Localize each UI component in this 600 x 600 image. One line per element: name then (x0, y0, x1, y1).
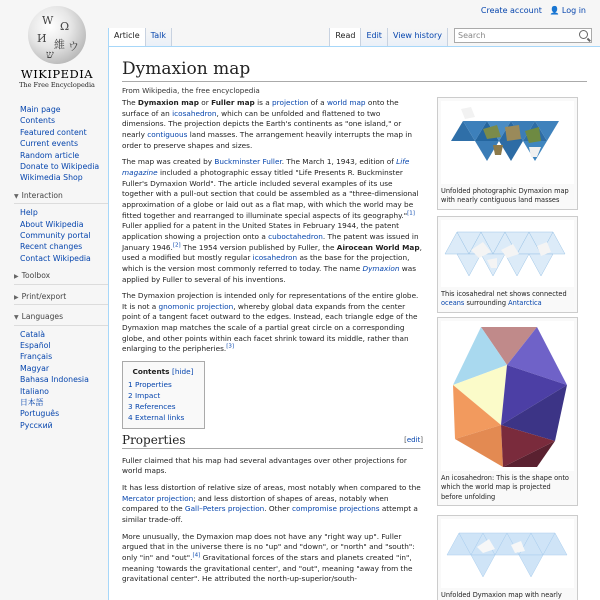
link-gnomonic-projection[interactable]: gnomonic projection (158, 301, 234, 311)
text: onto the surface of an (122, 98, 399, 118)
sidebar-language-link[interactable]: Português (20, 409, 60, 419)
page-subtitle: From Wikipedia, the free encyclopedia (122, 86, 260, 95)
text: or (198, 98, 212, 107)
sidebar-language-link[interactable]: Français (20, 352, 53, 362)
sidebar-toolbox (14, 270, 110, 284)
logo-tagline: The Free Encyclopedia (19, 81, 95, 89)
paragraph-intro (122, 98, 423, 151)
text: The (122, 98, 138, 107)
paragraph-properties-intro: Fuller claimed that his map had several advantages over other projections for world maps. (122, 455, 407, 476)
sidebar-nav-link[interactable]: Wikimedia Shop (20, 173, 83, 183)
tab-article[interactable]: Article (108, 28, 145, 46)
thumb-unfolded-dymaxion (437, 515, 578, 600)
sidebar-language-link[interactable]: Bahasa Indonesia (20, 375, 89, 385)
sidebar-language-link[interactable]: Español (20, 340, 51, 350)
sidebar-nav-item (20, 161, 110, 172)
text: , used a modified but mostly regular (122, 242, 422, 263)
expand-triangle-icon: ▶ (14, 293, 19, 301)
sidebar-nav-link[interactable]: Main page (20, 105, 61, 114)
thumb-icosahedron (437, 317, 578, 506)
link-life-magazine[interactable]: Life magazine (122, 157, 410, 177)
sidebar-nav-item (20, 104, 110, 115)
logo-wordmark: WIKIPEDIA (20, 67, 94, 81)
text: . The March 1, 1943, edition of (281, 157, 397, 167)
toc-hide-link[interactable]: [hide] (172, 367, 194, 377)
toc-link[interactable]: 3 References (128, 402, 176, 412)
text: attempt a similar trade-off. (122, 504, 418, 525)
dymaxion-photo-map-image[interactable] (441, 101, 574, 184)
login-link[interactable]: Log in (561, 6, 586, 15)
reference-link[interactable]: [3] (226, 344, 234, 351)
sidebar-interaction (14, 190, 110, 264)
paragraph-distortion (122, 483, 423, 526)
sidebar-language-item (20, 374, 110, 385)
expand-triangle-icon: ▶ (14, 273, 19, 281)
sidebar-heading-label: Print/export (21, 291, 67, 301)
paragraph-projection (122, 291, 423, 355)
toc-link[interactable]: 1 Properties (128, 380, 172, 390)
text: , whereby global data expands from the center point of a tangent facet outward to the edges. Instead, each triangle edge of the Dymaxion map matches the scale of a partial great circle on a corresponding globe, and other points within each facet shrink toward its middle, rather than enlarging to the peripheries. (122, 301, 418, 354)
thumb-caption: Unfolded photographic Dymaxion map with nearly contiguous land masses (441, 187, 569, 205)
sidebar-language-link[interactable]: 日本語 (20, 397, 44, 407)
text: of a (308, 98, 327, 107)
icosahedral-net-image[interactable] (441, 220, 574, 287)
tab-view-history[interactable]: View history (387, 28, 448, 46)
table-of-contents (122, 361, 205, 429)
toc-item[interactable] (128, 390, 198, 401)
link-projection[interactable]: projection (272, 98, 309, 107)
paragraph-history (122, 157, 423, 285)
link-icosahedron[interactable]: icosahedron (252, 253, 298, 263)
link-mercator-projection[interactable]: Mercator projection (122, 493, 194, 503)
sidebar-heading-label: Toolbox (21, 271, 51, 281)
search-input[interactable] (454, 28, 592, 43)
personal-tools (481, 6, 586, 15)
sidebar-nav-item (20, 127, 110, 138)
text: was applied by Fuller to several of his inventions. (122, 263, 417, 284)
link-buckminster-fuller[interactable]: Buckminster Fuller (214, 157, 282, 167)
create-account-link[interactable]: Create account (480, 6, 542, 15)
link-compromise-projections[interactable]: compromise projections (291, 504, 380, 514)
sidebar-interaction-link[interactable]: Contact Wikipedia (20, 253, 91, 263)
sidebar-language-link[interactable]: Català (20, 329, 46, 339)
text: included a photographic essay titled "Life Presents R. Buckminster Fuller's Dymaxion World". The article included several examples of its use together with a pull-out section that could be assembled as a "three-dimensional approximation of a globe or laid out as a flat map, with which the world may be fitted together and rearranged to illuminate special aspects of its geography." (122, 167, 419, 220)
sidebar-print (14, 291, 110, 305)
toc-item[interactable] (128, 412, 198, 423)
sidebar-nav-link[interactable]: Featured content (20, 127, 87, 137)
link-cuboctahedron[interactable]: cuboctahedron (268, 231, 323, 241)
text: . Other (264, 504, 292, 514)
text: Fuller applied for a patent in the United States in February 1944, the patent application showing a projection onto a (122, 221, 399, 241)
link-world-map[interactable]: world map (326, 98, 366, 107)
login-group (550, 6, 586, 15)
sidebar-language-item (20, 340, 110, 351)
sidebar-interaction-item (20, 253, 110, 264)
sidebar-heading-toolbox[interactable] (14, 270, 110, 284)
tab-read[interactable]: Read (329, 28, 360, 46)
text: Gravitational forces of the stars and planets created "in", meaning 'towards the gravitational center', and "out", meaning "away from the gravitational center". He attributed the north-up-superior/south- (122, 553, 413, 584)
link-antarctica[interactable]: Antarctica (508, 299, 542, 308)
text: The map was created by (122, 157, 215, 167)
user-lock-icon: 👤 (549, 6, 560, 15)
article-content (108, 46, 600, 600)
sidebar-languages (14, 311, 110, 431)
thumb-photographic-map (437, 97, 578, 210)
collapse-triangle-icon: ▼ (14, 314, 19, 322)
text: . The patent was issued in January 1946. (122, 231, 419, 252)
reference-link[interactable]: [2] (172, 242, 181, 249)
search-icon[interactable] (579, 30, 588, 39)
link-oceans[interactable]: oceans (441, 299, 465, 308)
text: More unusually, the Dymaxion map does not have any "right way up". Fuller argued that in the universe there is no "up" and "down", or "north" and "south": only "in" and "out". (122, 531, 415, 562)
text: ; and less distortion of shapes of areas, notably when compared to the (122, 493, 389, 514)
reference-link[interactable]: [4] (192, 552, 201, 559)
sidebar-nav-item (20, 115, 110, 126)
sidebar-interaction-item (20, 219, 110, 230)
section-title: Properties (122, 433, 186, 448)
toc-link[interactable]: 4 External links (128, 413, 185, 423)
text: surrounding (464, 299, 509, 308)
paragraph-orientation (122, 532, 423, 585)
tab-edit[interactable]: Edit (360, 28, 387, 46)
sidebar-nav-link[interactable]: Donate to Wikipedia (20, 162, 100, 172)
sidebar-language-link[interactable]: Русский (20, 420, 53, 430)
sidebar (14, 104, 110, 437)
tab-talk[interactable]: Talk (145, 28, 172, 46)
toc-heading: Contents (132, 367, 170, 377)
text: This icosahedral net shows connected (441, 290, 567, 298)
view-tabs (329, 28, 592, 46)
bold-term: Fuller map (211, 98, 255, 107)
text: , which can be unfolded and flattened to two dimensions. The projection depicts the Earth's continents as "one island," or nearly (122, 108, 402, 139)
sidebar-interaction-link[interactable]: About Wikipedia (20, 219, 84, 229)
sidebar-nav-link[interactable]: Current events (20, 139, 79, 149)
wikipedia-logo[interactable] (14, 6, 100, 89)
namespace-tabs (108, 28, 172, 46)
icosahedron-image[interactable] (441, 321, 574, 471)
sidebar-nav-item (20, 172, 110, 183)
collapse-triangle-icon: ▼ (14, 192, 19, 200)
sidebar-interaction-link[interactable]: Community portal (20, 231, 91, 241)
text: The 1954 version published by Fuller, the (180, 242, 337, 252)
sidebar-language-item (20, 363, 110, 374)
link-contiguous[interactable]: contiguous (147, 129, 188, 139)
thumb-caption (441, 290, 574, 309)
toc-item[interactable] (128, 379, 198, 390)
link-icosahedron[interactable]: icosahedron (172, 108, 217, 118)
link-gall-peters-projection[interactable]: Gall–Peters projection (184, 504, 265, 514)
sidebar-language-item (20, 329, 110, 340)
puzzle-globe-icon: W Ω И 維 ウ ש (28, 6, 86, 64)
page-title: Dymaxion map (122, 59, 587, 82)
link-dymaxion[interactable]: Dymaxion (362, 263, 400, 273)
sidebar-heading-label: Languages (21, 312, 64, 322)
toc-item[interactable] (128, 401, 198, 412)
sidebar-nav-item (20, 138, 110, 149)
toc-title (128, 366, 198, 377)
sidebar-nav-item (20, 150, 110, 161)
sidebar-language-item (20, 351, 110, 362)
text: as the base for the projection, which is the version most commonly referred to today. The name (122, 253, 410, 273)
text: The Dymaxion projection is intended only for representations of the entire globe. It is not a (122, 291, 419, 311)
sidebar-interaction-item (20, 207, 110, 218)
toc-link[interactable]: 2 Impact (128, 391, 161, 401)
sidebar-language-item (20, 420, 110, 431)
sidebar-heading-label: Interaction (21, 190, 63, 200)
text: It has less distortion of relative size of areas, most notably when compared to the (122, 483, 421, 493)
bold-term: Airocean World Map (336, 242, 420, 252)
sidebar-interaction-link[interactable]: Recent changes (20, 242, 83, 252)
section-heading-properties (122, 435, 423, 449)
sidebar-heading-print[interactable] (14, 291, 110, 305)
sidebar-language-link[interactable]: Italiano (20, 386, 49, 396)
sidebar-nav-link[interactable]: Contents (20, 116, 56, 126)
thumb-caption: Unfolded Dymaxion map with nearly (441, 591, 562, 599)
sidebar-heading-interaction[interactable] (14, 190, 110, 204)
sidebar-language-item (20, 408, 110, 419)
thumb-caption: An icosahedron: This is the shape onto which the world map is projected before unfolding (441, 474, 569, 501)
bold-term: Dymaxion map (137, 98, 199, 107)
section-edit-link[interactable]: [edit] (404, 436, 423, 445)
sidebar-language-link[interactable]: Magyar (20, 363, 50, 373)
sidebar-navigation (14, 104, 110, 184)
reference-link[interactable]: [1] (407, 210, 415, 217)
text: is a (254, 98, 273, 107)
sidebar-interaction-item (20, 230, 110, 241)
sidebar-language-item (20, 397, 110, 408)
unfolded-dymaxion-image[interactable] (441, 519, 574, 588)
sidebar-interaction-item (20, 241, 110, 252)
article-body (122, 98, 423, 591)
sidebar-language-item (20, 386, 110, 397)
sidebar-interaction-link[interactable]: Help (20, 208, 38, 218)
sidebar-heading-languages[interactable] (14, 311, 110, 325)
thumb-icosahedral-net (437, 216, 578, 313)
search-placeholder: Search (458, 31, 486, 40)
sidebar-nav-link[interactable]: Random article (20, 150, 80, 160)
text: land masses. The arrangement heavily interrupts the map in order to preserve shapes and sizes. (122, 129, 412, 150)
